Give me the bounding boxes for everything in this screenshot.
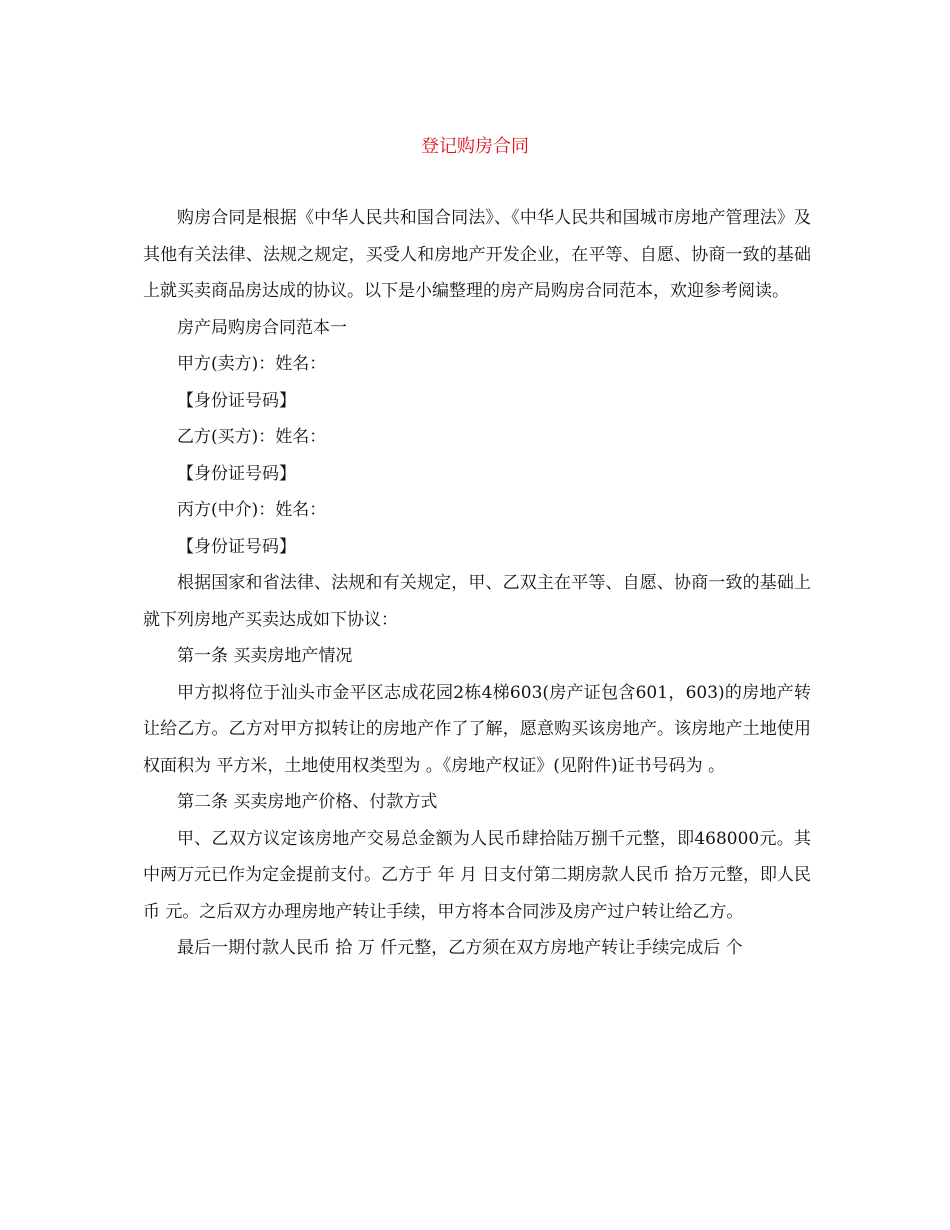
- article-two-body: 甲、乙双方议定该房地产交易总金额为人民币肆拾陆万捌千元整，即468000元。其中两万元已作为定金提前支付。乙方于 年 月 日支付第二期房款人民币 拾万元整，即人民币 元。之后双方办理房地产转让手续，甲方将本合同涉及房产过户转让给乙方。: [143, 828, 811, 922]
- final-payment-paragraph: 最后一期付款人民币 拾 万 仟元整，乙方须在双方房地产转让手续完成后 个: [177, 938, 743, 958]
- party-c-id-line: 【身份证号码】: [177, 536, 296, 557]
- article-one-body: 甲方拟将位于汕头市金平区志成花园2栋4梯603(房产证包含601，603)的房地产转让给乙方。乙方对甲方拟转让的房地产作了了解，愿意购买该房地产。该房地产土地使用权面积为 平方米，土地使用权类型为 。《房地产权证》(见附件)证书号码为 。: [143, 682, 811, 776]
- document-body: [143, 200, 811, 967]
- party-b-id-line: 【身份证号码】: [177, 463, 296, 484]
- section-heading-sample-one: 房产局购房合同范本一: [177, 317, 347, 338]
- article-one-heading: 第一条 买卖房地产情况: [177, 646, 353, 666]
- party-a-id-line: 【身份证号码】: [177, 390, 296, 411]
- agreement-basis-paragraph: 根据国家和省法律、法规和有关规定，甲、乙双主在平等、自愿、协商一致的基础上就下列房地产买卖达成如下协议：: [143, 573, 811, 630]
- article-two-heading: 第二条 买卖房地产价格、付款方式: [177, 792, 438, 812]
- party-a-line: 甲方(卖方)：姓名：: [177, 354, 327, 374]
- party-c-line: 丙方(中介)：姓名：: [177, 500, 327, 520]
- party-b-line: 乙方(买方)：姓名：: [177, 427, 327, 447]
- intro-paragraph: 购房合同是根据《中华人民共和国合同法》、《中华人民共和国城市房地产管理法》及其他有关法律、法规之规定，买受人和房地产开发企业，在平等、自愿、协商一致的基础上就买卖商品房达成的协议。以下是小编整理的房产局购房合同范本，欢迎参考阅读。: [143, 208, 811, 301]
- document-title: 登记购房合同: [421, 136, 529, 157]
